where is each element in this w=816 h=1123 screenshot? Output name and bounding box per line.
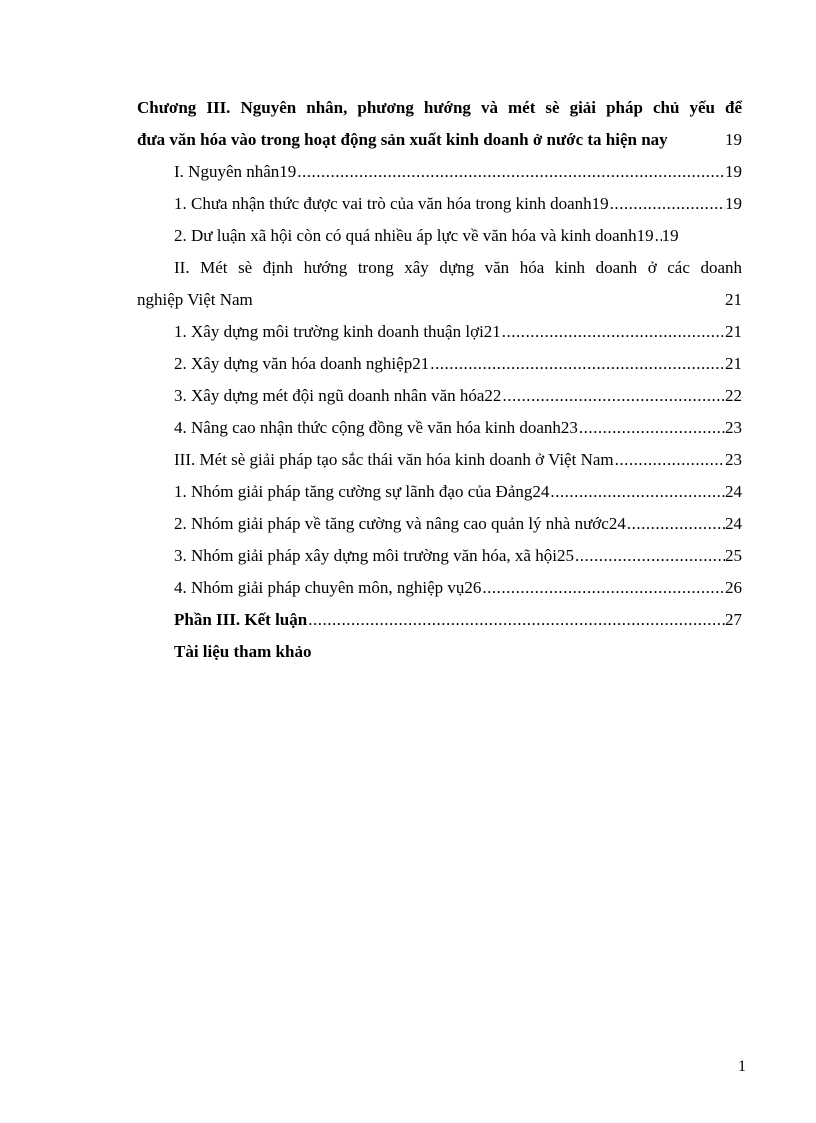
toc-entry-title: I. Nguyên nhân19 — [174, 162, 297, 181]
toc-entry-page: 21 — [725, 354, 742, 373]
toc-entry — [137, 380, 742, 412]
toc-entry-title: 1. Chưa nhận thức được vai trò của văn hóa trong kinh doanh19 — [174, 194, 609, 213]
toc-entry-page: 19 — [725, 194, 742, 213]
toc-entry-page: 21 — [725, 322, 742, 341]
dot-leader — [574, 540, 725, 572]
dot-leader — [481, 572, 725, 604]
toc-entry — [137, 412, 742, 444]
dot-leader — [296, 156, 725, 188]
page-number: 1 — [738, 1058, 746, 1075]
dot-leader — [501, 380, 725, 412]
chapter-page: 19 — [725, 130, 742, 149]
toc-entry-title: 2. Nhóm giải pháp về tăng cường và nâng cao quản lý nhà nước24 — [174, 514, 626, 533]
toc-entry-page: 25 — [725, 546, 742, 565]
toc-entry-page: 24 — [725, 482, 742, 501]
section-2-title-line-2: nghiệp Việt Nam — [137, 290, 253, 309]
dot-leader — [626, 508, 725, 540]
toc-entry-title: 2. Xây dựng văn hóa doanh nghiệp21 — [174, 354, 430, 373]
toc-entry — [137, 316, 742, 348]
toc-entry — [137, 188, 742, 220]
toc-entry-page: 19 — [661, 226, 679, 245]
toc-entry — [137, 508, 742, 540]
dot-leader — [578, 412, 725, 444]
toc-entry — [137, 572, 742, 604]
toc-entry-page: 26 — [725, 578, 742, 597]
dot-leader — [609, 188, 725, 220]
conclusion-page: 27 — [725, 610, 742, 629]
toc-entry — [137, 348, 742, 380]
toc-section-2 — [137, 252, 742, 284]
toc-entry-title: 2. Dư luận xã hội còn có quá nhiều áp lực về văn hóa và kinh doanh19 — [174, 226, 654, 245]
toc-entry-title: 4. Nhóm giải pháp chuyên môn, nghiệp vụ26 — [174, 578, 482, 597]
chapter-title-line-1: Chương III. Nguyên nhân, phương hướng và mét sè giải pháp chủ yếu để — [137, 98, 742, 117]
toc-entry-title: 4. Nâng cao nhận thức cộng đồng về văn hóa kinh doanh23 — [174, 418, 578, 437]
section-2-page: 21 — [725, 290, 742, 309]
toc-entry — [137, 156, 742, 188]
dot-leader — [429, 348, 725, 380]
toc-entry-page: 23 — [725, 418, 742, 437]
dot-leader — [307, 604, 725, 636]
toc-entry-page: 22 — [725, 386, 742, 405]
dot-leader — [654, 220, 662, 252]
toc-entry — [137, 220, 742, 252]
toc-section-2-continued — [137, 284, 742, 316]
toc-entry-title: III. Mét sè giải pháp tạo sắc thái văn hóa kinh doanh ở Việt Nam — [174, 450, 614, 469]
toc-entry-title: 1. Nhóm giải pháp tăng cường sự lãnh đạo của Đảng24 — [174, 482, 550, 501]
conclusion-title: Phần III. Kết luận — [174, 610, 308, 629]
toc-entry-page: 19 — [725, 162, 742, 181]
toc-chapter-3 — [137, 92, 742, 156]
dot-leader — [549, 476, 725, 508]
toc-entry — [137, 540, 742, 572]
section-2-title-line-1: II. Mét sè định hướng trong xây dựng văn hóa kinh doanh ở các doanh — [174, 258, 742, 277]
toc-entry-title: 3. Xây dựng mét đội ngũ doanh nhân văn hóa22 — [174, 386, 502, 405]
toc-references: Tài liệu tham khảo — [174, 642, 312, 661]
toc-entry — [137, 476, 742, 508]
toc-entry-title: 1. Xây dựng môi trường kinh doanh thuận lợi21 — [174, 322, 501, 341]
toc-entry-title: 3. Nhóm giải pháp xây dựng môi trường văn hóa, xã hội25 — [174, 546, 574, 565]
dot-leader — [614, 444, 725, 476]
toc-entry-page: 23 — [725, 450, 742, 469]
table-of-contents — [137, 92, 742, 668]
toc-conclusion — [137, 604, 742, 636]
toc-entry-page: 24 — [725, 514, 742, 533]
toc-entry — [137, 444, 742, 476]
dot-leader — [501, 316, 725, 348]
chapter-title-line-2: đưa văn hóa vào trong hoạt động sản xuất kinh doanh ở nước ta hiện nay — [137, 130, 668, 149]
